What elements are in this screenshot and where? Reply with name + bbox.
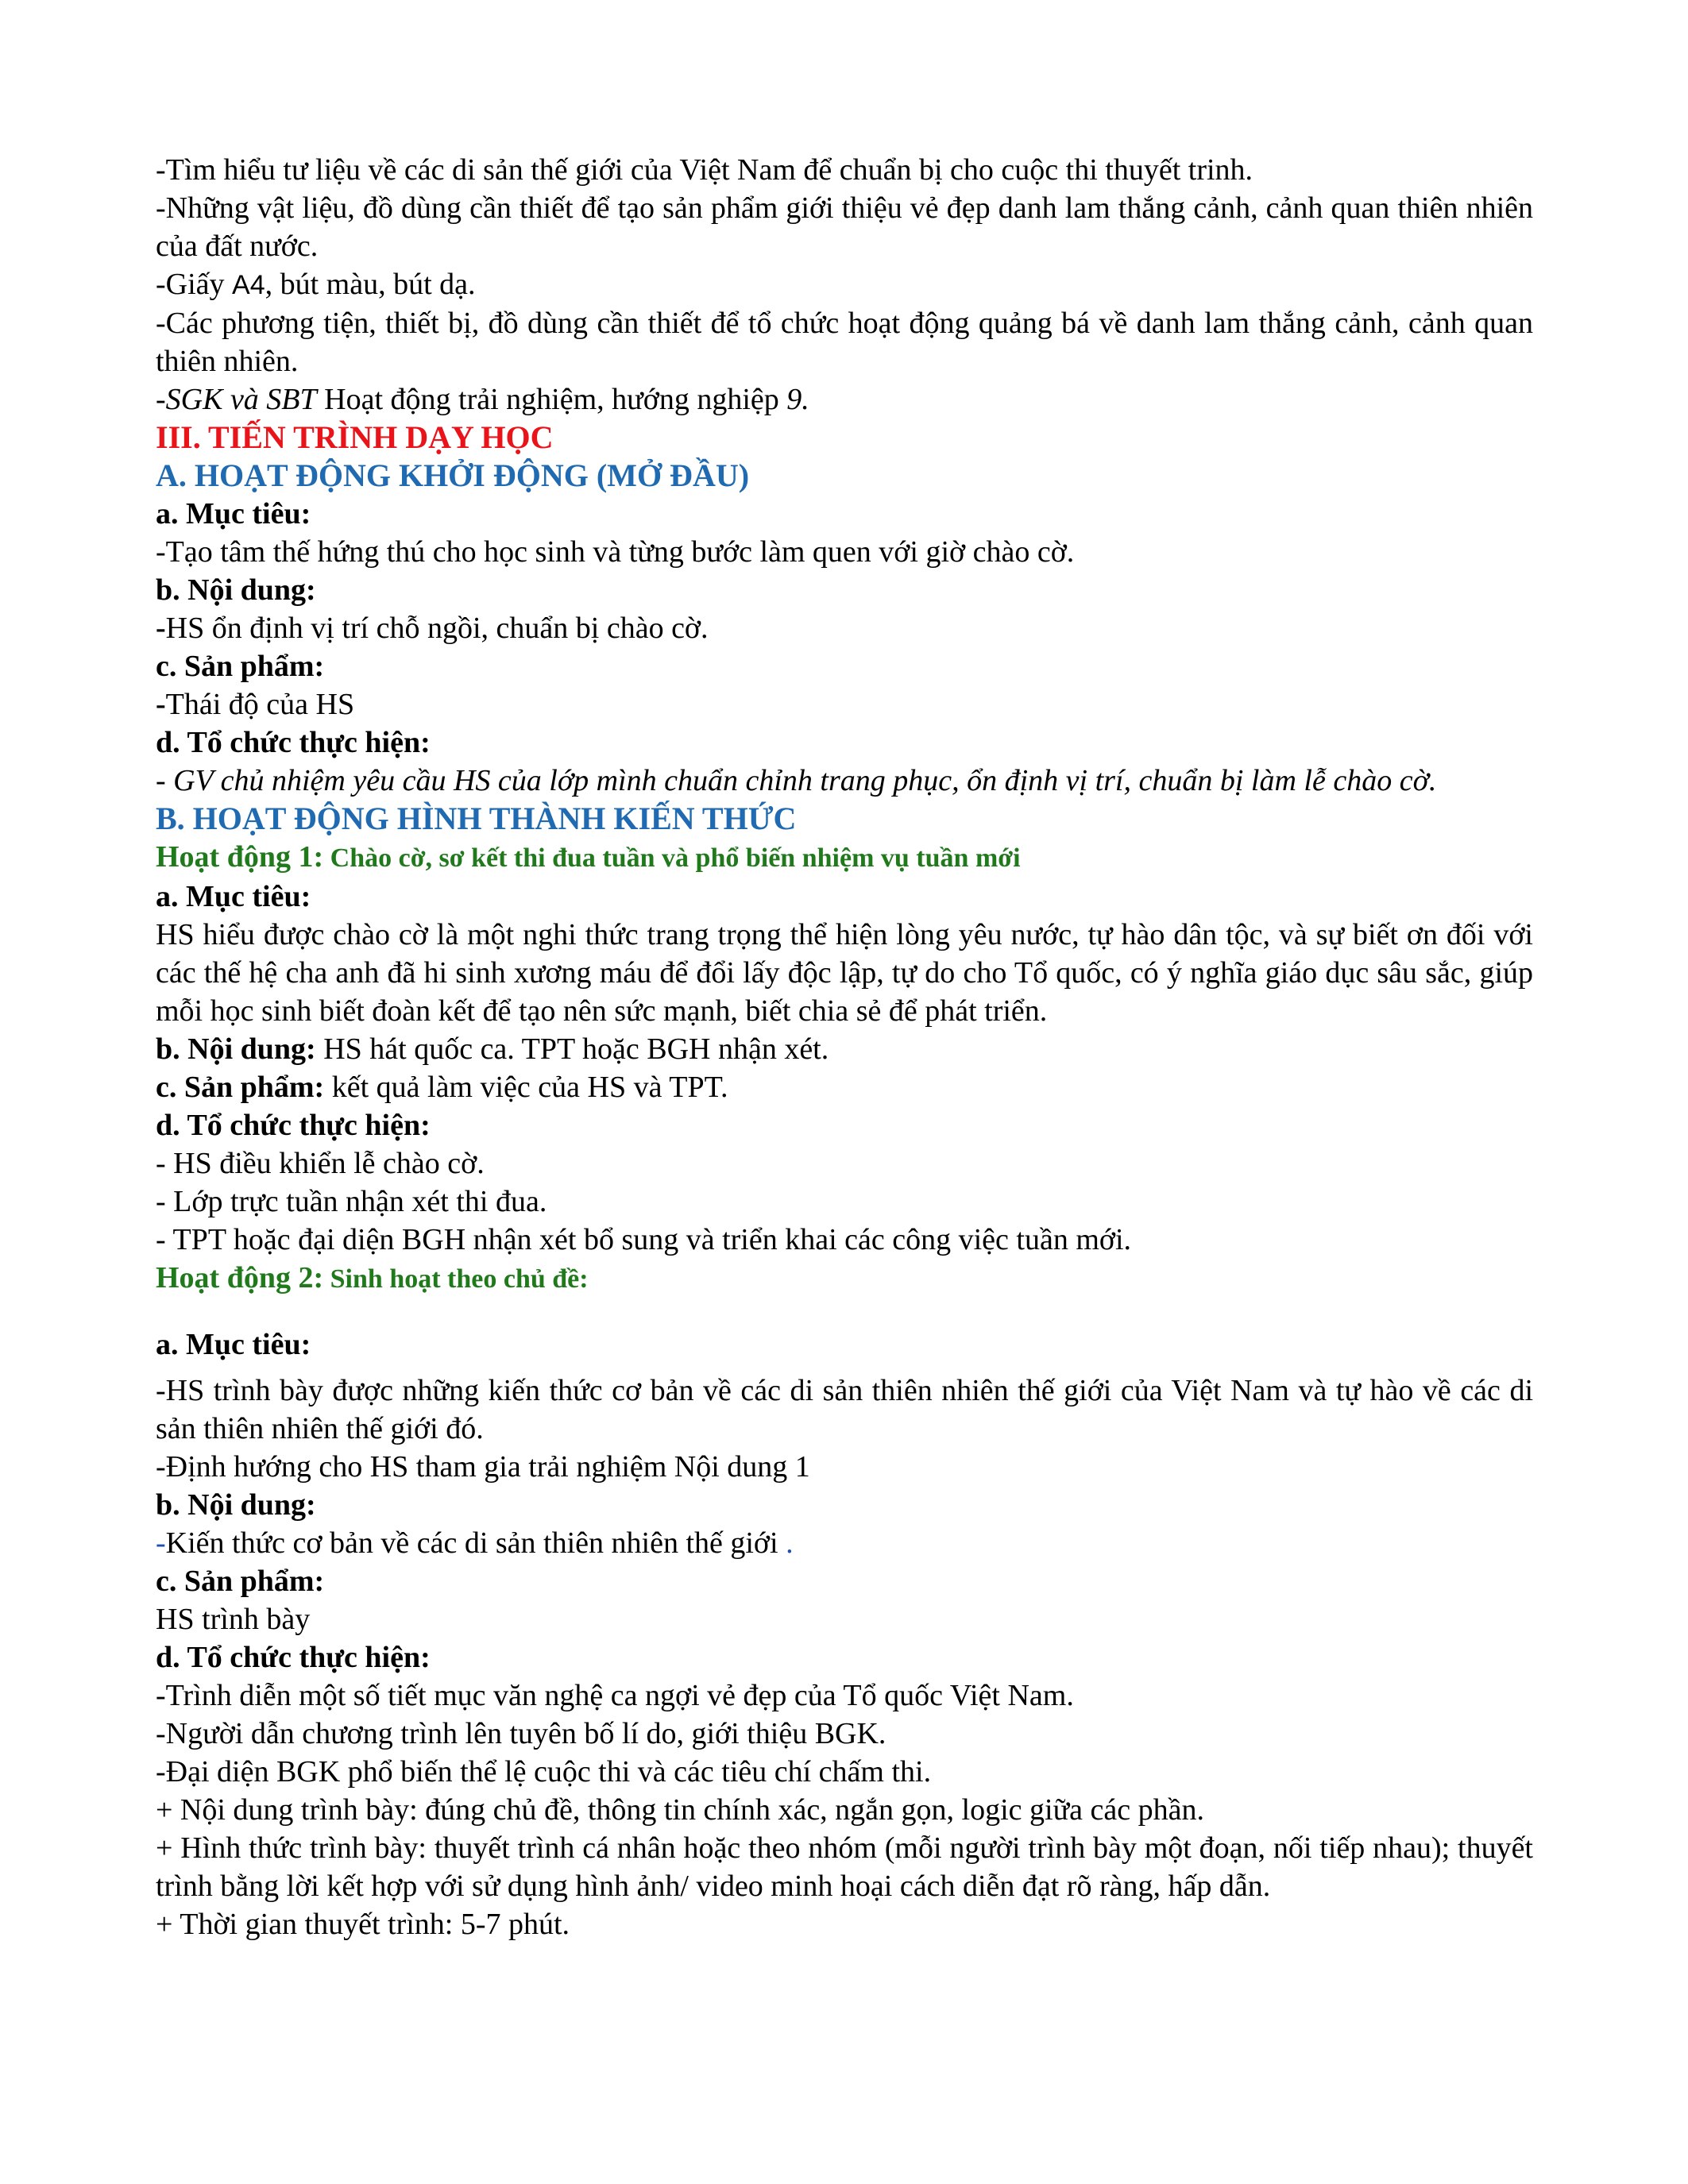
act2-organize-item: + Nội dung trình bày: đúng chủ đề, thông tin chính xác, ngắn gọn, logic giữa các phần. (156, 1793, 1205, 1827)
act1-objective-text: HS hiểu được chào cờ là một nghi thức trang trọng thể hiện lòng yêu nước, tự hào dân tộc, và sự biết ơn đối với các thế hệ cha anh đã hi sinh xương máu để đổi lấy độc lập, tự do cho Tổ quốc, có ý nghĩa giáo dục sâu sắc, giúp mỗi học sinh biết đoàn kết để tạo nên sức mạnh, biết chia sẻ để phát triển. (156, 918, 1533, 1028)
a-content-text: -HS ổn định vị trí chỗ ngồi, chuẩn bị chào cờ. (156, 612, 709, 645)
act2-organize-item: + Thời gian thuyết trình: 5-7 phút. (156, 1908, 570, 1941)
act2-organize-item: -Người dẫn chương trình lên tuyên bố lí do, giới thiệu BGK. (156, 1717, 886, 1750)
prep-item-2: -Những vật liệu, đồ dùng cần thiết để tạo sản phẩm giới thiệu vẻ đẹp danh lam thắng cảnh, cảnh quan thiên nhiên của đất nước. (156, 191, 1533, 263)
prep-item-3: -Giấy A4, bút màu, bút dạ. (156, 268, 476, 301)
a-organize-text: - GV chủ nhiệm yêu cầu HS của lớp mình chuẩn chỉnh trang phục, ổn định vị trí, chuẩn bị làm lễ chào cờ. (156, 764, 1437, 797)
act1-organize-item: - Lớp trực tuần nhận xét thi đua. (156, 1185, 547, 1218)
prep-item-4: -Các phương tiện, thiết bị, đồ dùng cần thiết để tổ chức hoạt động quảng bá về danh lam thắng cảnh, cảnh quan thiên nhiên. (156, 307, 1533, 378)
act2-organize-label: d. Tổ chức thực hiện: (156, 1641, 431, 1674)
act2-organize-item: + Hình thức trình bày: thuyết trình cá nhân hoặc theo nhóm (mỗi người trình bày một đoạn, nối tiếp nhau); thuyết trình bằng lời kết hợp với sử dụng hình ảnh/ video minh hoại cách diễn đạt rõ ràng, hấp dẫn. (156, 1831, 1533, 1903)
section-a-heading: A. HOẠT ĐỘNG KHỞI ĐỘNG (MỞ ĐẦU) (156, 457, 750, 493)
activity-1-heading: Hoạt động 1: Chào cờ, sơ kết thi đua tuần và phổ biến nhiệm vụ tuần mới (156, 840, 1021, 874)
act2-objective-item: -HS trình bày được những kiến thức cơ bản về các di sản thiên nhiên thế giới của Việt Nam và tự hào về các di sản thiên nhiên thế giới đó. (156, 1374, 1533, 1445)
act2-organize-item: -Trình diễn một số tiết mục văn nghệ ca ngợi vẻ đẹp của Tổ quốc Việt Nam. (156, 1679, 1074, 1712)
act2-product-label: c. Sản phẩm: (156, 1565, 325, 1598)
act1-objective-label: a. Mục tiêu: (156, 880, 311, 913)
a-objective-text: -Tạo tâm thế hứng thú cho học sinh và từng bước làm quen với giờ chào cờ. (156, 535, 1075, 569)
prep-item-5: -SGK và SBT Hoạt động trải nghiệm, hướng nghiệp 9. (156, 383, 809, 416)
document-page (156, 151, 1533, 1943)
act1-product: c. Sản phẩm: kết quả làm việc của HS và TPT. (156, 1071, 728, 1104)
act2-content-text: -Kiến thức cơ bản về các di sản thiên nhiên thế giới . (156, 1526, 794, 1560)
section-3-heading: III. TIẾN TRÌNH DẠY HỌC (156, 419, 554, 455)
activity-2-heading: Hoạt động 2: Sinh hoạt theo chủ đề: (156, 1261, 589, 1295)
section-b-heading: B. HOẠT ĐỘNG HÌNH THÀNH KIẾN THỨC (156, 801, 797, 836)
a-product-text: -Thái độ của HS (156, 688, 355, 721)
act2-organize-item: -Đại diện BGK phổ biến thể lệ cuộc thi và các tiêu chí chấm thi. (156, 1755, 932, 1788)
act2-objective-label: a. Mục tiêu: (156, 1328, 311, 1361)
act2-content-label: b. Nội dung: (156, 1488, 316, 1522)
act1-content: b. Nội dung: HS hát quốc ca. TPT hoặc BGH nhận xét. (156, 1032, 829, 1066)
spacer (156, 1298, 1533, 1325)
spacer (156, 1364, 1533, 1372)
a-product-label: c. Sản phẩm: (156, 650, 325, 683)
a-objective-label: a. Mục tiêu: (156, 497, 311, 531)
act2-product-text: HS trình bày (156, 1603, 311, 1636)
a-content-label: b. Nội dung: (156, 573, 316, 607)
prep-item-1: -Tìm hiểu tư liệu về các di sản thế giới của Việt Nam để chuẩn bị cho cuộc thi thuyết trinh. (156, 153, 1253, 187)
act2-objective-item: -Định hướng cho HS tham gia trải nghiệm Nội dung 1 (156, 1450, 810, 1484)
act1-organize-label: d. Tổ chức thực hiện: (156, 1109, 431, 1142)
act1-organize-item: - TPT hoặc đại diện BGH nhận xét bổ sung và triển khai các công việc tuần mới. (156, 1223, 1132, 1256)
a-organize-label: d. Tổ chức thực hiện: (156, 726, 431, 759)
act1-organize-item: - HS điều khiển lễ chào cờ. (156, 1147, 485, 1180)
